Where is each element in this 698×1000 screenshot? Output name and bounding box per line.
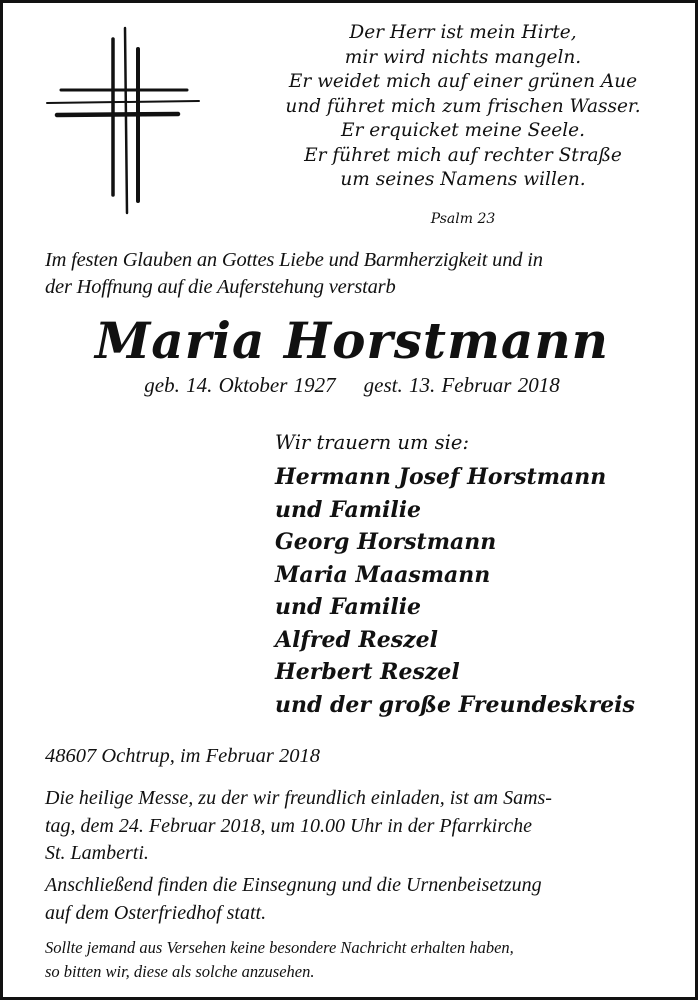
cross-icon xyxy=(43,25,203,217)
intro-line: der Hoffnung auf die Auferstehung verstarb xyxy=(45,276,396,298)
mourner: und der große Freundeskreis xyxy=(275,691,635,718)
burial-announcement xyxy=(45,872,660,927)
notice-footnote xyxy=(45,936,670,984)
mourner: Maria Maasmann xyxy=(275,561,491,588)
psalm-line: Der Herr ist mein Hirte, xyxy=(349,22,577,43)
mourner: Georg Horstmann xyxy=(275,529,497,555)
psalm-line: Er weidet mich auf einer grünen Aue xyxy=(288,71,638,92)
mourners-list xyxy=(275,461,635,721)
mourner: und Familie xyxy=(275,594,422,620)
note-line: Sollte jemand aus Versehen keine besondere Nachricht erhalten haben, xyxy=(45,938,514,957)
note-line: so bitten wir, diese als solche anzusehen. xyxy=(45,962,315,981)
mass-line: St. Lamberti. xyxy=(45,842,149,864)
mourner: Herbert Reszel xyxy=(275,659,460,685)
psalm-line: Er erquicket meine Seele. xyxy=(341,120,585,141)
birth-date: geb. 14. Oktober 1927 xyxy=(144,373,336,397)
psalm-reference: Psalm 23 xyxy=(430,211,496,227)
life-dates xyxy=(3,373,698,398)
psalm-line: Er führet mich auf rechter Straße xyxy=(304,144,622,166)
mourner: Alfred Reszel xyxy=(275,626,439,653)
mass-line: tag, dem 24. Februar 2018, um 10.00 Uhr in der Pfarrkirche xyxy=(45,814,532,837)
mourners-heading: Wir trauern um sie: xyxy=(275,431,470,454)
psalm-verse xyxy=(263,21,663,193)
intro-line: Im festen Glauben an Gottes Liebe und Barmherzigkeit und in xyxy=(45,249,543,271)
psalm-line: um seines Namens willen. xyxy=(340,169,586,190)
death-date: gest. 13. Februar 2018 xyxy=(363,373,560,397)
mass-announcement xyxy=(45,785,660,868)
mourner: und Familie xyxy=(275,496,422,523)
mass-line: Die heilige Messe, zu der wir freundlich einladen, ist am Sams- xyxy=(45,787,552,809)
deceased-name: Maria Horstmann xyxy=(94,311,610,370)
psalm-line: mir wird nichts mangeln. xyxy=(344,46,582,68)
intro-text xyxy=(45,247,665,301)
burial-line: auf dem Osterfriedhof statt. xyxy=(45,901,267,924)
burial-line: Anschließend finden die Einsegnung und die Urnenbeisetzung xyxy=(45,874,542,896)
psalm-line: und führet mich zum frischen Wasser. xyxy=(285,95,641,117)
place-and-date: 48607 Ochtrup, im Februar 2018 xyxy=(45,745,321,767)
mourner: Hermann Josef Horstmann xyxy=(275,464,607,490)
